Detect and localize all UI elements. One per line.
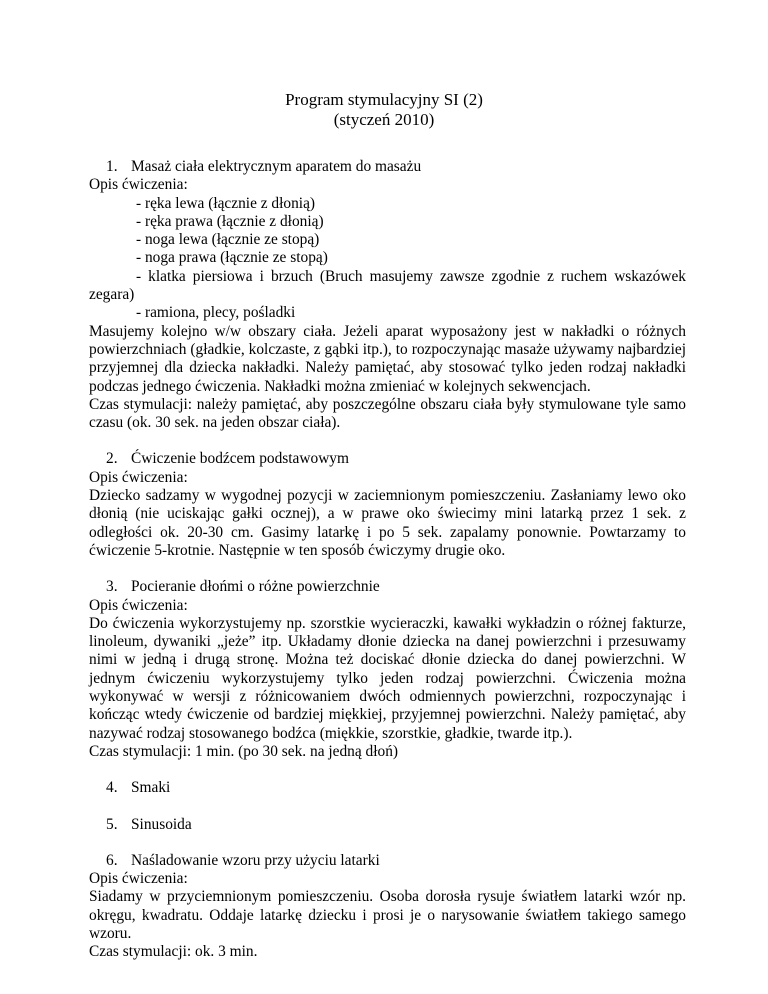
description-label: Opis ćwiczenia: — [89, 468, 188, 486]
section-number: 4. — [106, 779, 118, 797]
section-title: Smaki — [131, 779, 171, 797]
document-title: Program stymulacyjny SI (2) — [285, 90, 483, 109]
section-heading — [89, 158, 686, 176]
section-5 — [89, 816, 686, 834]
section-3 — [89, 578, 686, 761]
section-title: Masaż ciała elektrycznym aparatem do masażu — [131, 158, 422, 175]
section-number: 2. — [106, 450, 118, 468]
section-heading — [89, 852, 686, 870]
description-label: Opis ćwiczenia: — [89, 596, 188, 614]
section-number: 1. — [106, 158, 118, 175]
section-number: 6. — [106, 851, 118, 869]
list-item: - noga lewa (łącznie ze stopą) — [136, 231, 320, 249]
section-4 — [89, 779, 686, 797]
list-item-continuation: zegara) — [89, 286, 135, 304]
description-label: Opis ćwiczenia: — [89, 870, 188, 888]
section-heading — [89, 816, 686, 834]
stimulation-time: Czas stymulacji: należy pamiętać, aby poszczególne obszaru ciała były stymulowane tyle samo czasu (ok. 30 sek. na jeden obszar ciała). — [89, 395, 686, 432]
section-body: Siadamy w przyciemnionym pomieszczeniu. Osoba dorosła rysuje światłem latarki wzór np. okręgu, kwadratu. Oddaje latarkę dziecku i prosi je o narysowanie światłem takiego samego wzoru. — [89, 888, 686, 942]
section-body: Dziecko sadzamy w wygodnej pozycji w zaciemnionym pomieszczeniu. Zasłaniamy lewo oko dłonią (nie uciskając gałki ocznej), a w prawe oko świecimy mini latarką przez 1 sek. z odległości ok. 20-30 cm. Gasimy latarkę i po 5 sek. zapalamy ponownie. Powtarzamy to ćwiczenie 5-krotnie. Następnie w ten sposób ćwiczymy drugie oko. — [89, 487, 686, 559]
section-1 — [89, 158, 686, 432]
document-body — [89, 158, 686, 962]
section-2 — [89, 450, 686, 560]
stimulation-time: Czas stymulacji: ok. 3 min. — [89, 943, 258, 961]
description-label: Opis ćwiczenia: — [89, 176, 188, 194]
section-body: Do ćwiczenia wykorzystujemy np. szorstkie wycieraczki, kawałki wykładzin o różnej fakturze, linoleum, dywaniki „jeże” itp. Układamy dłonie dziecka na danej powierzchni i przesuwamy nimi w jedną i drugą stronę. Można też dociskać dłonie dziecka do danej powierzchni. W jednym ćwiczeniu wykorzystujemy tylko jeden rodzaj powierzchni. Ćwiczenia można wykonywać w wersji z różnicowaniem dwóch odmiennych powierzchni, rozpoczynając i kończąc wtedy ćwiczenie od bardziej miękkiej, przyjemnej powierzchni. Należy pamiętać, aby nazywać rodzaj stosowanego bodźca (miękkie, szorstkie, gładkie, twarde itp.). — [89, 614, 686, 742]
section-heading — [89, 779, 686, 797]
section-body: Masujemy kolejno w/w obszary ciała. Jeżeli aparat wyposażony jest w nakładki o różnych powierzchniach (gładkie, kolczaste, z gąbki itp.), to rozpoczynając masaże używamy najbardziej przyjemnej dla dziecka nakładki. Należy pamiętać, aby stosować tylko jeden rodzaj nakładki podczas jednego ćwiczenia. Nakładki można zmieniać w kolejnych sekwencjach. — [89, 322, 686, 395]
section-number: 5. — [106, 815, 118, 833]
section-6 — [89, 852, 686, 962]
list-item: - noga prawa (łącznie ze stopą) — [136, 249, 328, 267]
list-item: - ramiona, plecy, pośladki — [136, 304, 296, 322]
section-heading — [89, 450, 686, 468]
section-number: 3. — [106, 578, 118, 596]
section-title: Sinusoida — [131, 815, 192, 833]
section-title: Naśladowanie wzoru przy użyciu latarki — [131, 851, 380, 869]
list-item: - ręka prawa (łącznie z dłonią) — [136, 212, 324, 230]
section-title: Ćwiczenie bodźcem podstawowym — [131, 450, 349, 468]
document-subtitle-date: (styczeń 2010) — [333, 110, 435, 129]
section-title: Pocieranie dłońmi o różne powierzchnie — [131, 578, 380, 596]
stimulation-time: Czas stymulacji: 1 min. (po 30 sek. na jedną dłoń) — [89, 742, 399, 760]
list-item: - ręka lewa (łącznie z dłonią) — [136, 194, 316, 212]
section-heading — [89, 578, 686, 596]
list-item: - klatka piersiowa i brzuch (Bruch masujemy zawsze zgodnie z ruchem wskazówek — [136, 267, 686, 285]
